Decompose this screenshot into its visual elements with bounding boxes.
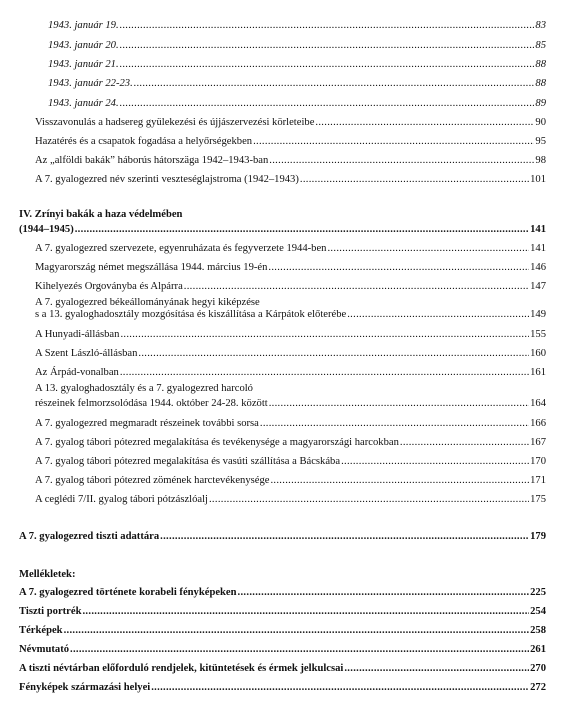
dot-leader [268,262,529,272]
dot-leader [327,243,529,253]
dot-leader [269,398,529,408]
dot-leader [270,475,529,485]
toc-entry-label: A 7. gyalogezred története korabeli fényképeken [19,587,237,598]
toc-entry-page: 95 [535,136,546,147]
dot-leader [138,348,529,358]
dot-leader [64,625,530,635]
toc-entry [35,416,546,430]
toc-entry-label: Tiszti portrék [19,606,82,617]
toc-entry [35,492,546,506]
dot-leader [120,329,529,339]
toc-entry-label: s a 13. gyaloghadosztály mozgósítása és kiszállítása a Kárpátok előterébe [35,309,347,320]
section-heading-row [19,222,546,236]
toc-entry-label: A 7. gyalog tábori pótezred megalakítása és tevékenysége a magyarországi harcokban [35,437,399,448]
toc-entry [35,435,546,449]
toc-entry-label: 1943. január 21. [48,59,119,70]
toc-entry [35,260,546,274]
toc-entry [35,346,546,360]
toc-entry-label: Hazatérés és a csapatok fogadása a helyőrségekben [35,136,253,147]
dot-leader [260,418,529,428]
toc-entry-page: 155 [530,329,546,340]
toc-entry [35,365,546,379]
toc-entry-page: 225 [530,587,546,598]
toc-entry [35,327,546,341]
dot-leader [120,20,535,30]
toc-entry [48,38,546,52]
appendix-heading: Mellékletek: [19,569,76,580]
toc-entry [19,585,546,599]
toc-entry-page: 160 [530,348,546,359]
toc-entry-page: 179 [530,531,546,542]
toc-entry [19,623,546,637]
dot-leader [344,663,529,673]
toc-entry-label: A 7. gyalogezred tiszti adattára [19,531,160,542]
toc-entry-page: 89 [535,98,546,109]
toc-entry-page: 85 [535,40,546,51]
toc-entry-page: 254 [530,606,546,617]
toc-entry-page: 101 [530,174,546,185]
dot-leader [341,456,529,466]
dot-leader [160,531,529,541]
toc-entry-page: 270 [530,663,546,674]
toc-entry [35,153,546,167]
section-title-cont: (1944–1945) [19,224,74,235]
toc-entry-label: Névmutató [19,644,70,655]
toc-entry-label: A 7. gyalogezred név szerinti veszteséglajstroma (1942–1943) [35,174,299,185]
dot-leader [120,367,529,377]
dot-leader [315,117,534,127]
toc-entry-page: 272 [530,682,546,693]
toc-entry [48,76,546,90]
toc-entry-label: Magyarország német megszállása 1944. március 19-én [35,262,268,273]
toc-entry [35,396,546,410]
toc-entry-page: 149 [530,309,546,320]
toc-entry-page: 147 [530,281,546,292]
toc-entry [35,473,546,487]
toc-entry [35,307,546,321]
toc-entry-label: Visszavonulás a hadsereg gyülekezési és újjászervezési körleteibe [35,117,315,128]
dot-leader [120,40,535,50]
toc-entry [35,115,546,129]
toc-entry-label: A ceglédi 7/II. gyalog tábori pótzászlóalj [35,494,208,505]
toc-entry [19,680,546,694]
dot-leader [151,682,529,692]
toc-entry-page: 141 [530,243,546,254]
toc-entry-page: 170 [530,456,546,467]
toc-entry-page: 146 [530,262,546,273]
toc-entry [48,57,546,71]
toc-entry [35,241,546,255]
toc-entry-page: 175 [530,494,546,505]
toc-entry-page: 83 [535,20,546,31]
dot-leader [269,155,534,165]
dot-leader [300,174,529,184]
toc-entry-label-line1: A 7. gyalogezred békeállományának hegyi kiképzése [35,297,260,308]
toc-entry-label: Kihelyezés Orgoványba és Alpárra [35,281,183,292]
toc-entry [48,96,546,110]
toc-entry [48,18,546,32]
toc-entry-page: 167 [530,437,546,448]
toc-entry-page: 98 [535,155,546,166]
toc-entry-officers [19,529,546,543]
toc-entry-label: 1943. január 20. [48,40,119,51]
toc-entry [35,172,546,186]
toc-entry-label: Az Árpád-vonalban [35,367,119,378]
dot-leader [82,606,529,616]
section-page: 141 [530,224,546,235]
toc-entry-label: részeinek felmorzsolódása 1944. október 24-28. között [35,398,268,409]
dot-leader [400,437,529,447]
toc-entry-label: A Szent László-állásban [35,348,138,359]
dot-leader [70,644,529,654]
toc-entry-label: 1943. január 24. [48,98,119,109]
toc-entry-label: A 7. gyalog tábori pótezred megalakítása és vasúti szállítása a Bácskába [35,456,341,467]
section-title: IV. Zrínyi bakák a haza védelmében [19,209,183,220]
toc-entry-page: 161 [530,367,546,378]
toc-entry-page: 164 [530,398,546,409]
toc-entry [35,134,546,148]
toc-entry-page: 88 [535,78,546,89]
toc-entry-label: A Hunyadi-állásban [35,329,120,340]
toc-entry-label: 1943. január 22-23. [48,78,133,89]
dot-leader [209,494,529,504]
toc-entry [19,642,546,656]
toc-entry-label: 1943. január 19. [48,20,119,31]
toc-entry-page: 171 [530,475,546,486]
toc-entry-label: Fényképek származási helyei [19,682,151,693]
toc-entry-label: A 7. gyalog tábori pótezred zömének harctevékenysége [35,475,270,486]
toc-entry-label: Térképek [19,625,63,636]
toc-entry-page: 166 [530,418,546,429]
dot-leader [134,78,535,88]
dot-leader [184,281,529,291]
toc-entry-page: 261 [530,644,546,655]
dot-leader [120,98,535,108]
toc-entry-label: A 7. gyalogezred szervezete, egyenruházata és fegyverzete 1944-ben [35,243,327,254]
toc-entry-label: A tiszti névtárban előforduló rendjelek, kitüntetések és érmek jelkulcsai [19,663,344,674]
dot-leader [253,136,534,146]
toc-entry-page: 90 [535,117,546,128]
toc-entry [19,661,546,675]
toc-entry-label: Az „alföldi bakák” háborús hátorszäga 1942–1943-ban [35,155,269,166]
dot-leader [238,587,530,597]
dot-leader [347,309,529,319]
toc-entry-label: A 7. gyalogezred megmaradt részeinek további sorsa [35,418,259,429]
toc-entry [35,454,546,468]
toc-entry-label-line1: A 13. gyaloghadosztály és a 7. gyalogezred harcoló [35,383,253,394]
toc-entry-page: 88 [535,59,546,70]
toc-entry [19,604,546,618]
toc-entry [35,279,546,293]
dot-leader [75,224,529,234]
toc-entry-page: 258 [530,625,546,636]
dot-leader [120,59,535,69]
